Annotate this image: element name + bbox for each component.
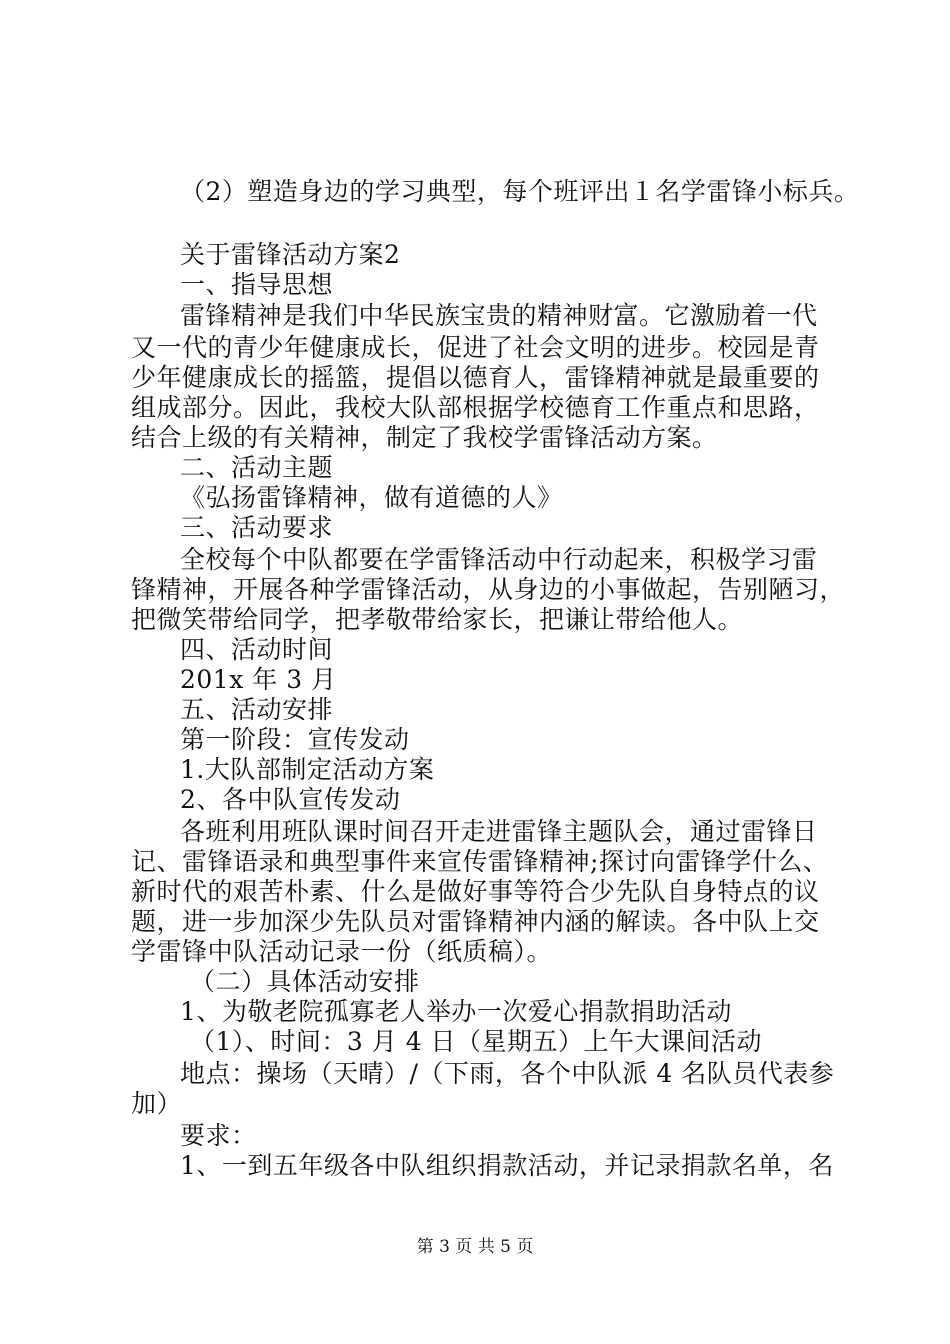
paragraph-line: 新时代的艰苦朴素、什么是做好事等符合少先队自身特点的议 xyxy=(131,877,820,906)
paragraph-line: 又一代的青少年健康成长，促进了社会文明的进步。校园是青 xyxy=(131,333,820,362)
date-line: 201x 年 3 月 xyxy=(180,665,337,694)
paragraph-line: 组成部分。因此，我校大队部根据学校德育工作重点和思路， xyxy=(131,393,820,422)
paragraph-line: 把微笑带给同学，把孝敬带给家长，把谦让带给他人。 xyxy=(131,605,744,634)
heading: 一、指导思想 xyxy=(180,270,334,299)
heading: 二、活动主题 xyxy=(180,453,334,482)
list-item: 2、各中队宣传发动 xyxy=(180,785,401,814)
paragraph-line: 全校每个中队都要在学雷锋活动中行动起来，积极学习雷 xyxy=(180,545,818,574)
paragraph-line: 各班利用班队课时间召开走进雷锋主题队会，通过雷锋日 xyxy=(180,817,818,846)
paragraph-line: 学雷锋中队活动记录一份（纸质稿）。 xyxy=(131,937,553,966)
paragraph-line: 少年健康成长的摇篮，提倡以德育人，雷锋精神就是最重要的 xyxy=(131,363,820,392)
list-item: 1、为敬老院孤寡老人举办一次爱心捐款捐助活动 xyxy=(180,997,732,1026)
heading: 三、活动要求 xyxy=(180,513,334,542)
paragraph-line: 雷锋精神是我们中华民族宝贵的精神财富。它激励着一代 xyxy=(180,301,818,330)
paragraph-line: 记、雷锋语录和典型事件来宣传雷锋精神;探讨向雷锋学什么、 xyxy=(131,847,829,876)
theme-line: 《弘扬雷锋精神，做有道德的人》 xyxy=(180,483,563,512)
label-line: 要求： xyxy=(180,1121,257,1150)
paragraph-line: 锋精神，开展各种学雷锋活动，从身边的小事做起，告别陋习， xyxy=(131,575,846,604)
subheading: （二）具体活动安排 xyxy=(190,967,420,996)
heading: 五、活动安排 xyxy=(180,695,334,724)
paragraph-line: 结合上级的有关精神，制定了我校学雷锋活动方案。 xyxy=(131,423,718,452)
paragraph-line: 地点：操场（天晴）/（下雨，各个中队派 4 名队员代表参 xyxy=(180,1059,835,1088)
paragraph-line: 题，进一步加深少先队员对雷锋精神内涵的解读。各中队上交 xyxy=(131,907,820,936)
heading: 四、活动时间 xyxy=(180,635,334,664)
list-item: （1）、时间：3 月 4 日（星期五）上午大课间活动 xyxy=(190,1027,763,1056)
paragraph-line: 加） xyxy=(131,1089,183,1118)
text-line: （2）塑造身边的学习典型，每个班评出１名学雷锋小标兵。 xyxy=(180,177,860,206)
subheading: 第一阶段：宣传发动 xyxy=(180,725,410,754)
list-item: 1、一到五年级各中队组织捐款活动，并记录捐款名单，名 xyxy=(180,1151,834,1180)
section-title: 关于雷锋活动方案2 xyxy=(180,240,401,269)
page-footer: 第 3 页 共 5 页 xyxy=(416,1237,534,1257)
list-item: 1.大队部制定活动方案 xyxy=(180,755,435,784)
